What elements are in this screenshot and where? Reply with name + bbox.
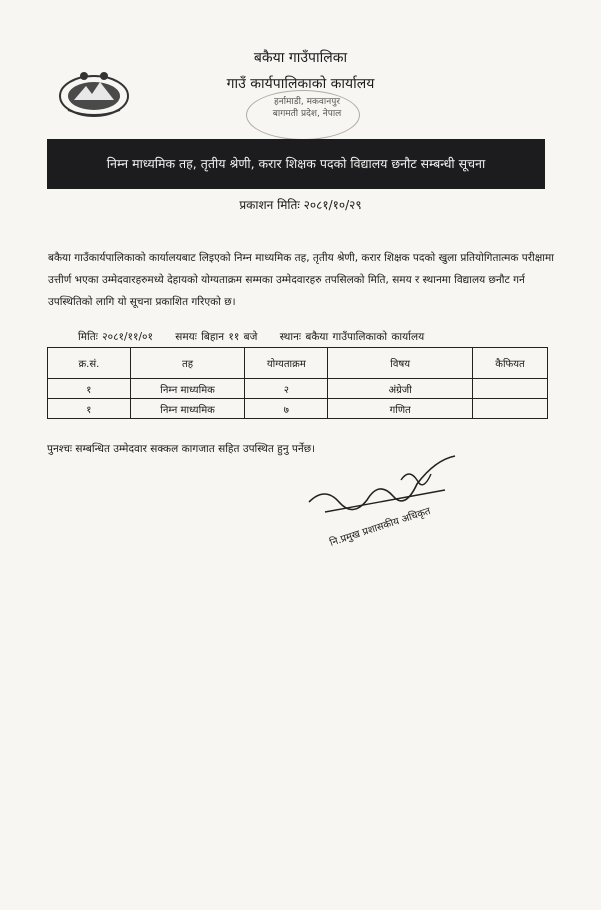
office-subtitle: गाउँ कार्यपालिकाको कार्यालय <box>226 76 375 92</box>
table-header-row <box>48 348 548 379</box>
col-level: तह <box>130 348 245 379</box>
table-row <box>48 399 548 419</box>
notice-body: बकैया गाउँकार्यपालिकाको कार्यालयबाट लिइएको निम्न माध्यमिक तह, तृतीय श्रेणी, करार शिक्षक पदको खुला प्रतियोगितात्मक परीक्षामा उत्तीर्ण भएका उम्मेदवारहरुमध्ये देहायको योग्यताक्रम सम्मका उम्मेदवारहरु तपसिलको मिति, समय र स्थानमा विद्यालय छनौट गर्न उपस्थितिको लागि यो सूचना प्रकाशित गरिएको छ। <box>48 252 555 308</box>
col-serial: क्र.सं. <box>48 348 131 379</box>
cell-level: निम्न माध्यमिक <box>130 399 245 419</box>
col-subject: विषय <box>328 348 473 379</box>
cell-subject: गणित <box>328 399 473 419</box>
table-row <box>48 379 548 399</box>
cell-remarks <box>473 399 548 419</box>
cell-level: निम्न माध्यमिक <box>130 379 245 399</box>
address-line-2: बागमती प्रदेश, नेपाल <box>272 109 342 119</box>
postscript-note: पुनश्चः सम्बन्धित उम्मेदवार सक्कल कागजात सहित उपस्थित हुनु पर्नेछ। <box>47 443 316 455</box>
signature-stamp <box>305 450 465 560</box>
office-address <box>252 96 362 120</box>
schedule-place: स्थानः बकैया गाउँपालिकाको कार्यालय <box>279 331 425 343</box>
schedule-date: मितिः २०८१/११/०१ <box>78 331 153 343</box>
cell-merit-rank: ७ <box>245 399 328 419</box>
cell-serial: १ <box>48 399 131 419</box>
cell-merit-rank: २ <box>245 379 328 399</box>
schedule-time: समयः बिहान ११ बजे <box>175 331 258 343</box>
office-name: बकैया गाउँपालिका <box>253 50 348 66</box>
candidate-table <box>47 347 548 419</box>
notice-title: निम्न माध्यमिक तह, तृतीय श्रेणी, करार शिक्षक पदको विद्यालय छनौट सम्बन्धी सूचना <box>47 139 545 189</box>
signature-title: नि.प्रमुख प्रशासकीय अधिकृत <box>328 505 432 549</box>
col-remarks: कैफियत <box>473 348 548 379</box>
cell-serial: १ <box>48 379 131 399</box>
cell-remarks <box>473 379 548 399</box>
publication-date: प्रकाशन मितिः २०८१/१०/२९ <box>239 198 362 212</box>
col-merit-rank: योग्यताक्रम <box>245 348 328 379</box>
cell-subject: अंग्रेजी <box>328 379 473 399</box>
schedule-line <box>78 330 442 344</box>
address-line-1: हर्नामाडी, मकवानपुर <box>273 97 341 107</box>
